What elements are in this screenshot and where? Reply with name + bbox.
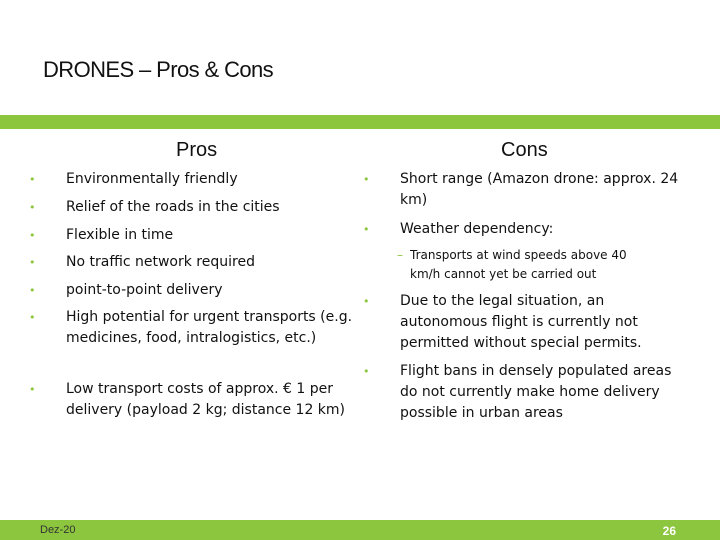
footer-date: Dez-20	[40, 524, 76, 536]
bullet-icon: •	[29, 201, 36, 214]
bullet-icon: •	[363, 173, 370, 186]
bullet-icon: •	[29, 173, 36, 186]
footer-bar	[0, 520, 720, 540]
bullet-icon: •	[363, 295, 370, 308]
bullet-icon: •	[29, 229, 36, 242]
title-divider-bar	[0, 115, 720, 129]
bullet-icon: •	[29, 311, 36, 324]
bullet-icon: •	[29, 383, 36, 396]
bullet-icon: •	[29, 284, 36, 297]
cons-heading: Cons	[501, 139, 548, 161]
slide-title: DRONES – Pros & Cons	[43, 57, 274, 82]
pros-heading: Pros	[176, 139, 218, 161]
page-number: 26	[662, 524, 676, 538]
bullet-icon: •	[363, 365, 370, 378]
bullet-icon: •	[29, 256, 36, 269]
bullet-icon: •	[363, 223, 370, 236]
dash-icon: –	[397, 248, 403, 262]
